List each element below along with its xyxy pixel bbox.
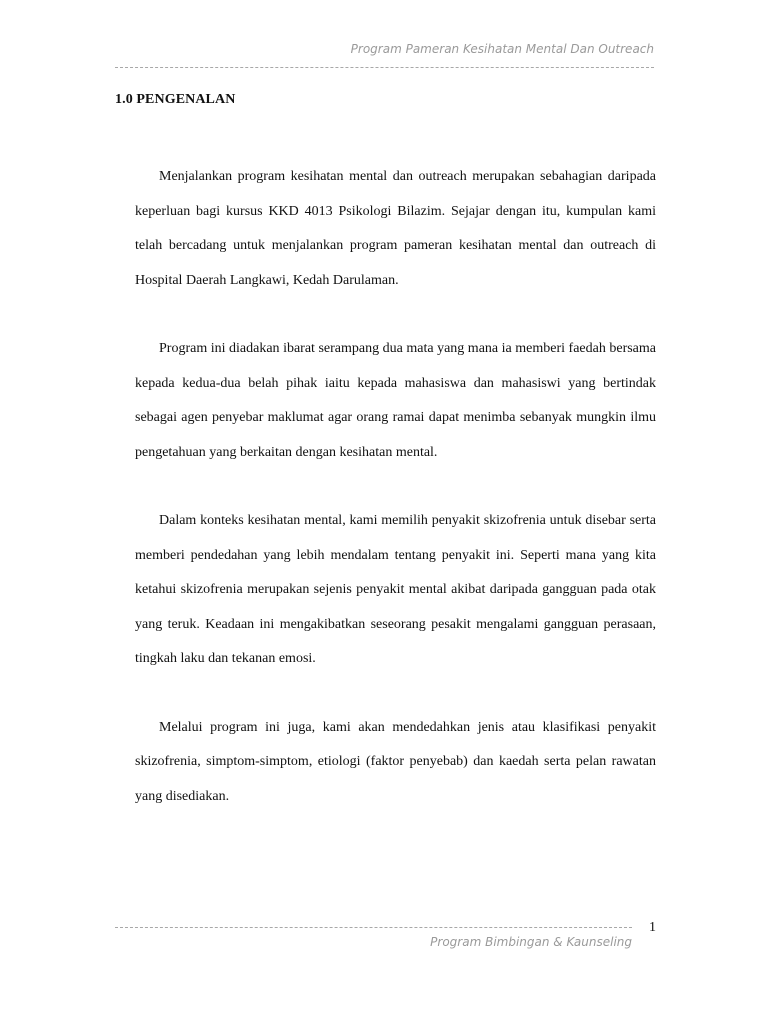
paragraph-4: Melalui program ini juga, kami akan mendedahkan jenis atau klasifikasi penyakit skizofrenia, simptom-simptom, etiologi (faktor penyebab) dan kaedah serta pelan rawatan yang disediakan. [135, 719, 656, 804]
paragraph-3: Dalam konteks kesihatan mental, kami memilih penyakit skizofrenia untuk disebar serta memberi pendedahan yang lebih mendalam tentang penyakit ini. Seperti mana yang kita ketahui skizofrenia merupakan sejenis penyakit mental akibat daripada gangguan pada otak yang teruk. Keadaan ini mengakibatkan seseorang pesakit mengalami gangguan perasaan, tingkah laku dan tekanan emosi. [135, 513, 656, 666]
page-number: 1 [649, 920, 656, 935]
paragraph-1: Menjalankan program kesihatan mental dan outreach merupakan sebahagian daripada keperluan bagi kursus KKD 4013 Psikologi Bilazim. Sejajar dengan itu, kumpulan kami telah bercadang untuk menjalankan program pameran kesihatan mental dan outreach di Hospital Daerah Langkawi, Kedah Darulaman. [135, 169, 656, 288]
paragraph-2: Program ini diadakan ibarat serampang dua mata yang mana ia memberi faedah bersama kepada kedua-dua belah pihak iaitu kepada mahasiswa dan mahasiswi yang bertindak sebagai agen penyebar maklumat agar orang ramai dapat menimba sebanyak mungkin ilmu pengetahuan yang berkaitan dengan kesihatan mental. [135, 341, 656, 460]
running-footer-title: Program Bimbingan & Kaunseling [430, 935, 632, 949]
running-header-title: Program Pameran Kesihatan Mental Dan Outreach [350, 42, 654, 56]
body-text [135, 160, 656, 848]
section-heading: 1.0 PENGENALAN [115, 92, 236, 107]
header-divider [115, 67, 654, 68]
footer-divider [115, 927, 632, 928]
